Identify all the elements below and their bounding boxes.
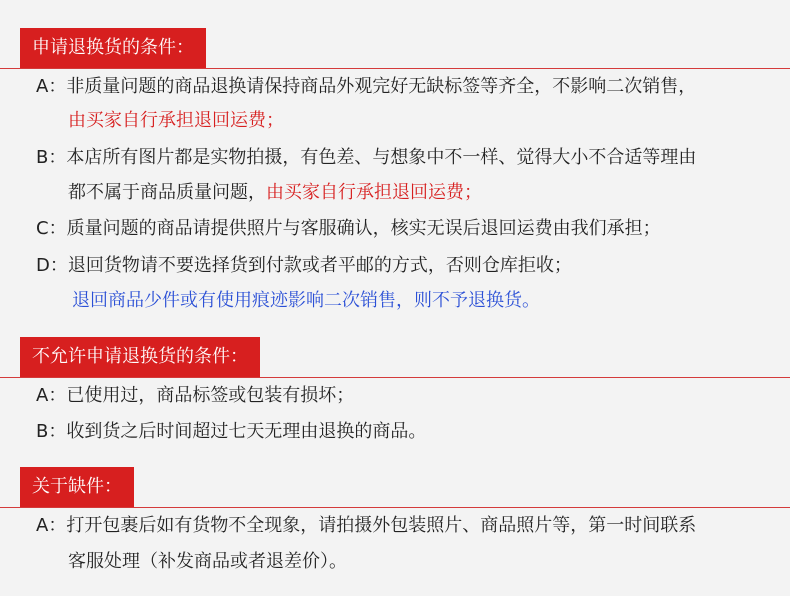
condition-b-line2 (68, 180, 482, 206)
section-title-no-return-conditions: 不允许申请退换货的条件： (20, 337, 260, 377)
section-title-missing-parts: 关于缺件： (20, 467, 134, 507)
no-return-b-line: B：收到货之后时间超过七天无理由退换的商品。 (36, 421, 427, 442)
condition-a-line2: 由买家自行承担退回运费； (68, 110, 284, 131)
no-return-a-line: A：已使用过，商品标签或包装有损坏； (36, 385, 355, 406)
condition-b-line2-red: 由买家自行承担退回运费； (266, 182, 482, 203)
condition-b-line1: B：本店所有图片都是实物拍摄，有色差、与想象中不一样、觉得大小不合适等理由 (36, 147, 697, 168)
condition-d-line2: 退回商品少件或有使用痕迹影响二次销售，则不予退换货。 (72, 290, 540, 311)
section-header-no-return-conditions (0, 337, 790, 378)
condition-a-line1: A：非质量问题的商品退换请保持商品外观完好无缺标签等齐全，不影响二次销售， (36, 76, 697, 97)
section-header-return-conditions (0, 28, 790, 69)
condition-b-line2-plain: 都不属于商品质量问题， (68, 182, 266, 203)
missing-parts-a-line1: A：打开包裹后如有货物不全现象，请拍摄外包装照片、商品照片等，第一时间联系 (36, 515, 697, 536)
section-header-missing-parts (0, 467, 790, 508)
missing-parts-a-line2: 客服处理（补发商品或者退差价）。 (68, 551, 347, 572)
section-title-return-conditions: 申请退换货的条件： (20, 28, 206, 68)
condition-d-line1: D：退回货物请不要选择货到付款或者平邮的方式，否则仓库拒收； (36, 255, 572, 276)
condition-c-line1: C：质量问题的商品请提供照片与客服确认，核实无误后退回运费由我们承担； (36, 218, 661, 239)
